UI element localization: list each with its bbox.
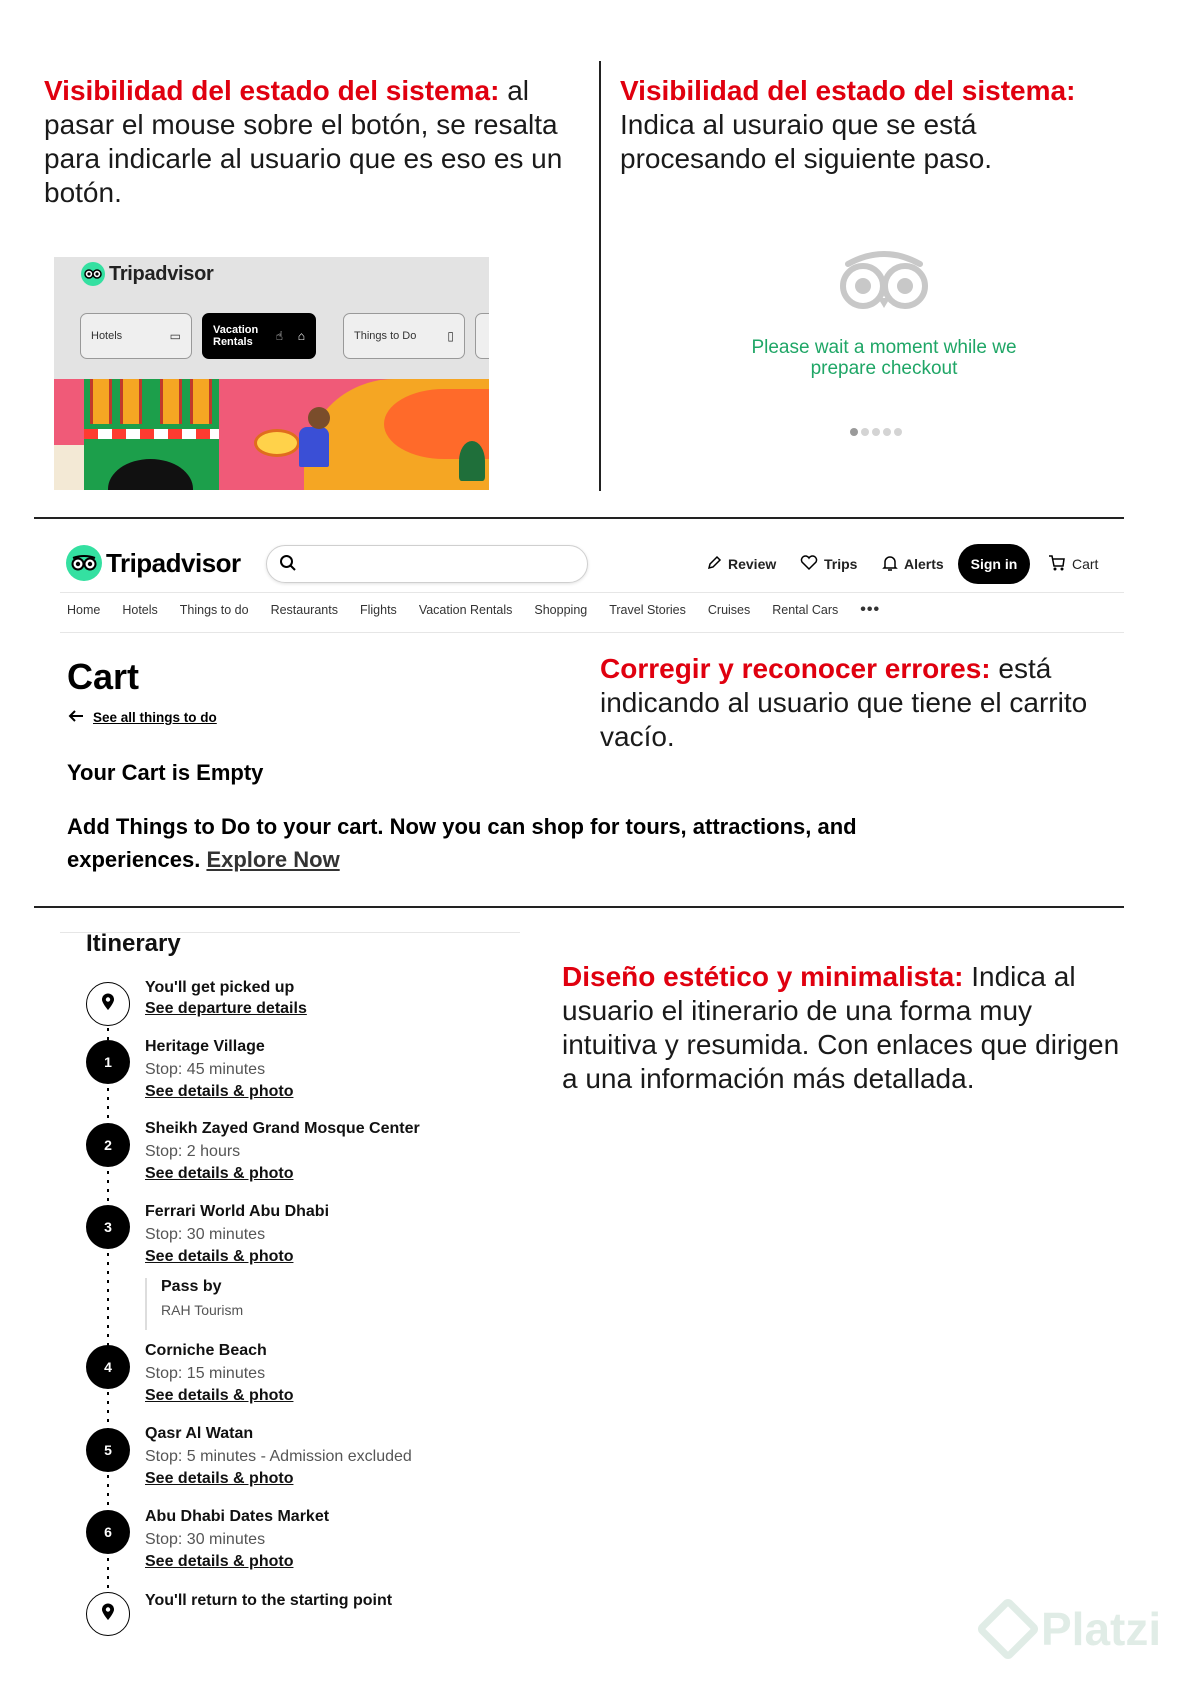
loading-dots [850,428,902,436]
hover-mockup-screenshot [54,257,489,490]
cart-button[interactable] [1048,552,1098,576]
subnav-item-shopping[interactable]: Shopping [534,603,588,617]
loading-dot [894,428,902,436]
end-title: You'll return to the starting point [145,1592,393,1609]
stop-duration: Stop: 2 hours [145,1143,241,1160]
stop-details-link[interactable]: See details & photo [145,1083,294,1100]
stop-duration: Stop: 30 minutes [145,1226,266,1243]
note-body: Indica al usuraio que se está procesando el siguiente paso. [620,109,993,174]
arrow-left-icon [67,709,85,726]
chip-hotels[interactable] [80,313,192,359]
back-link-row [67,709,217,726]
note-heading: Visibilidad del estado del sistema: [44,75,500,106]
location-pin-icon [101,993,115,1016]
stop-details-link[interactable]: See details & photo [145,1165,294,1182]
more-icon[interactable]: ••• [860,601,881,618]
pass-by-title: Pass by [161,1278,222,1295]
stop-name: Abu Dhabi Dates Market [145,1508,330,1525]
note-heading: Corregir y reconocer errores: [600,653,991,684]
note-heading: Diseño estético y minimalista: [562,961,964,992]
stop-duration: Stop: 5 minutes - Admission excluded [145,1448,412,1465]
subnav-item-flights[interactable]: Flights [359,603,397,617]
cart-label: Cart [1072,556,1099,572]
alerts-button[interactable] [882,552,944,576]
start-pin [86,982,130,1026]
stop-name: Heritage Village [145,1038,265,1055]
note-minimalist-design [562,960,1122,1096]
note-body: Indica al usuario el itinerario de una forma muy intuitiva y resumida. Con enlaces que dirigen a una información más detallada. [562,961,1120,1094]
chip-label: Vacation Rentals [213,324,259,348]
search-icon [279,554,297,577]
stop-badge: 5 [86,1428,130,1472]
pass-by-place: RAH Tourism [161,1302,244,1318]
explore-now-link[interactable]: Explore Now [206,847,340,872]
mural-illustration [54,379,489,490]
loading-dot [861,428,869,436]
note-heading: Visibilidad del estado del sistema: [620,75,1076,106]
watermark-text: Platzi [1041,1603,1162,1655]
subnav-item-rental-cars[interactable]: Rental Cars [772,603,839,617]
location-pin-icon [101,1603,115,1626]
bed-icon: ▭ [169,329,181,343]
timeline-connector [107,1558,109,1592]
subnav-item-restaurants[interactable]: Restaurants [270,603,338,617]
cart-icon [1048,554,1066,575]
chip-label: Things to Do [354,330,417,342]
chip-things-to-do[interactable] [343,313,465,359]
pass-by-block [145,1278,243,1330]
note-loading-feedback [620,74,1120,176]
stop-badge: 1 [86,1040,130,1084]
subnav-item-vacation-rentals[interactable]: Vacation Rentals [418,603,513,617]
search-input[interactable] [266,545,588,583]
page-title: Cart [67,656,140,697]
stop-name: Ferrari World Abu Dhabi [145,1203,330,1220]
stop-name: Qasr Al Watan [145,1425,254,1442]
empty-cart-title: Your Cart is Empty [67,760,264,785]
sign-in-button[interactable]: Sign in [958,544,1030,584]
house-icon: ⌂ [297,329,305,343]
stop-details-link[interactable]: See details & photo [145,1470,294,1487]
owl-logo-icon [81,262,105,286]
section-divider [34,906,1124,908]
sub-navigation [67,603,902,617]
section-divider [34,517,1124,519]
trips-label: Trips [824,556,858,572]
column-divider [599,61,601,491]
timeline-connector [107,1253,109,1347]
empty-cart-text: Add Things to Do to your cart. Now you can shop for tours, attractions, and experiences. [67,814,857,872]
ticket-icon: ▯ [447,329,454,343]
loading-dot [872,428,880,436]
see-all-things-link[interactable]: See all things to do [93,710,217,725]
note-body: al pasar el mouse sobre el botón, se resalta para indicarle al usuario que es eso es un botón. [44,75,563,208]
header-divider [60,592,1124,593]
timeline-connector [107,1171,109,1206]
stop-duration: Stop: 30 minutes [145,1531,266,1548]
chip-label: Hotels [91,330,123,342]
review-button[interactable] [706,552,776,576]
subnav-item-cruises[interactable]: Cruises [707,603,751,617]
stop-details-link[interactable]: See details & photo [145,1553,294,1570]
note-body: está indicando al usuario que tiene el carrito vacío. [600,653,1088,752]
itinerary-title: Itinerary [86,930,181,957]
chip-partial[interactable] [475,313,489,359]
pencil-icon [706,555,722,574]
timeline-connector [107,1392,109,1429]
stop-badge: 3 [86,1205,130,1249]
note-hover-feedback [44,74,564,210]
stop-details-link[interactable]: See details & photo [145,1387,294,1404]
end-pin [86,1592,130,1636]
subnav-item-things-to-do[interactable]: Things to do [179,603,249,617]
alerts-label: Alerts [904,556,944,572]
note-error-recognition [600,652,1130,754]
loading-message: Please wait a moment while we prepare checkout [751,337,1017,379]
loading-dot [883,428,891,436]
stop-name: Sheikh Zayed Grand Mosque Center [145,1120,420,1137]
platzi-logo-icon [975,1596,1040,1661]
bell-icon [882,554,898,575]
stop-badge: 2 [86,1123,130,1167]
tripadvisor-logo[interactable] [66,545,241,581]
stop-badge: 6 [86,1510,130,1554]
subnav-item-home[interactable]: Home [67,603,101,617]
timeline-connector [107,1475,109,1511]
trips-button[interactable] [800,552,857,576]
start-title: You'll get picked up [145,979,295,996]
timeline-connector [107,1088,109,1124]
cursor-icon: ☝ [275,329,284,343]
subnav-item-hotels[interactable]: Hotels [122,603,158,617]
owl-logo-icon [66,545,102,581]
stop-duration: Stop: 45 minutes [145,1061,266,1078]
stop-badge: 4 [86,1345,130,1389]
subnav-item-travel-stories[interactable]: Travel Stories [609,603,686,617]
stop-details-link[interactable]: See details & photo [145,1248,294,1265]
stop-name: Corniche Beach [145,1342,267,1359]
mockup-logo [81,259,214,289]
platzi-watermark [985,1602,1161,1656]
timeline-connector [107,1028,109,1040]
review-label: Review [728,556,777,572]
mockup-logo-text: Tripadvisor [109,262,214,285]
stop-duration: Stop: 15 minutes [145,1365,266,1382]
departure-details-link[interactable]: See departure details [145,1000,307,1017]
owl-loading-icon [838,250,930,317]
chip-vacation-rentals[interactable] [202,313,316,359]
loading-dot [850,428,858,436]
empty-cart-message [67,810,967,876]
subnav-divider [60,632,1124,633]
logo-text: Tripadvisor [106,547,241,578]
heart-icon [800,555,818,574]
